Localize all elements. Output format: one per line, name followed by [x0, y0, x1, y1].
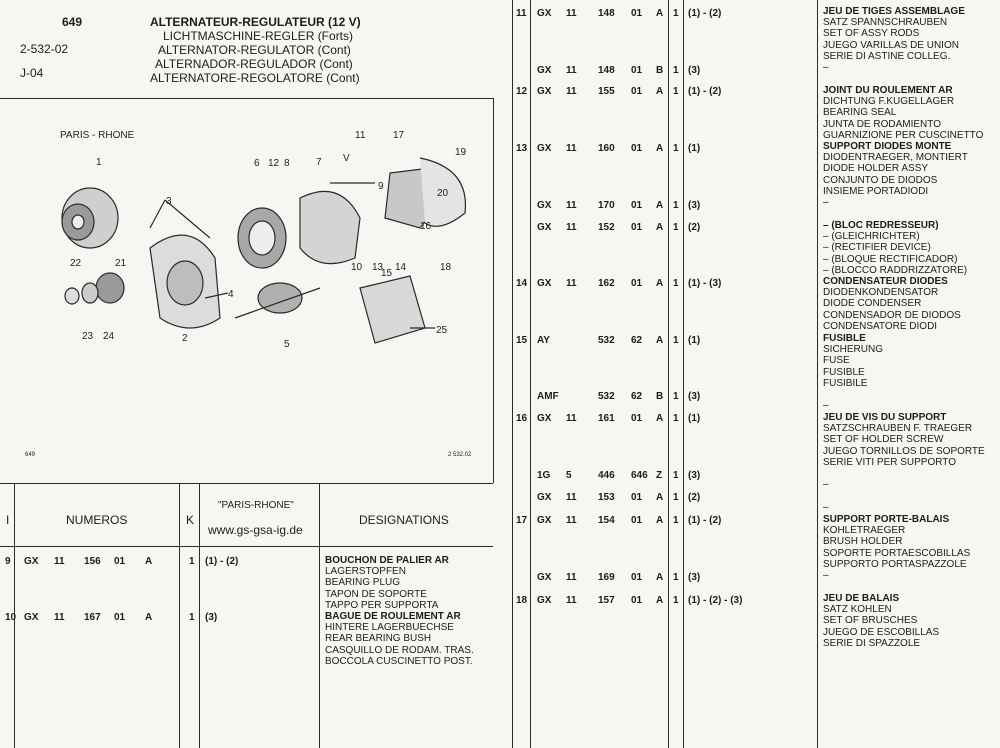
part-variant: A: [656, 86, 664, 97]
diagram-footer-right: 2 532.02: [448, 452, 472, 458]
part-variant: A: [656, 515, 664, 526]
callout-22: 22: [70, 258, 82, 269]
part-suffix: 62: [631, 335, 643, 346]
part-note: (3): [688, 200, 701, 211]
callout-16: 16: [420, 221, 432, 232]
row-index: 14: [516, 278, 528, 289]
part-suffix: 01: [631, 492, 643, 503]
part-qty: 1: [673, 595, 679, 606]
part-variant: A: [145, 612, 153, 623]
callout-19: 19: [455, 147, 467, 158]
desc-block-11: JEU DE TIGES ASSEMBLAGE SATZ SPANNSCHRAUBEN SET OF ASSY RODS JUEGO VARILLAS DE UNION SERIE DI ASTINE COLLEG. –: [823, 6, 965, 73]
part-qty: 1: [673, 470, 679, 481]
part-prefix: GX: [537, 515, 552, 526]
part-prefix: GX: [537, 413, 552, 424]
part-group: 11: [566, 222, 577, 233]
callout-20: 20: [437, 188, 449, 199]
desc-block-14: CONDENSATEUR DIODES DIODENKONDENSATOR DIODE CONDENSER CONDENSADOR DE DIODOS CONDENSATORE DIODI: [823, 276, 961, 332]
title-en: ALTERNATOR-REGULATOR (Cont): [158, 43, 351, 57]
part-number: 157: [598, 595, 615, 606]
row-index: 18: [516, 595, 528, 606]
part-number: 152: [598, 222, 615, 233]
part-variant: A: [656, 200, 664, 211]
part-variant: A: [656, 595, 664, 606]
part-suffix: 01: [631, 278, 643, 289]
part-group: 11: [566, 413, 577, 424]
part-suffix: 01: [631, 143, 643, 154]
callout-18: 18: [440, 262, 452, 273]
left-table-col-divider-k: [179, 483, 180, 748]
desc-block-12: JOINT DU ROULEMENT AR DICHTUNG F.KUGELLAGER BEARING SEAL JUNTA DE RODAMIENTO GUARNIZIONE PER CUSCINETTO: [823, 85, 984, 141]
desc-block-13: SUPPORT DIODES MONTE DIODENTRAEGER, MONTIERT DIODE HOLDER ASSY CONJUNTO DE DIODOS INSIEME PORTADIODI –: [823, 141, 968, 208]
part-variant: A: [145, 556, 153, 567]
part-variant: A: [656, 413, 664, 424]
title-fr: ALTERNATEUR-REGULATEUR (12 V): [150, 15, 361, 29]
callout-21: 21: [115, 258, 127, 269]
desc-block-18: JEU DE BALAIS SATZ KOHLEN SET OF BRUSCHES JUEGO DE ESCOBILLAS SERIE DI SPAZZOLE: [823, 593, 940, 649]
part-qty: 1: [673, 200, 679, 211]
part-variant: B: [656, 65, 664, 76]
col-header-i: I: [6, 513, 10, 527]
callout-24: 24: [103, 331, 115, 342]
part-group: 11: [566, 8, 577, 19]
callout-11: 11: [355, 130, 366, 141]
part-number: 155: [598, 86, 615, 97]
part-qty: 1: [673, 335, 679, 346]
part-description: BOUCHON DE PALIER AR LAGERSTOPFEN BEARING PLUG TAPON DE SOPORTE TAPPO PER SUPPORTA: [325, 555, 449, 611]
part-group: 11: [54, 556, 65, 567]
part-number: 154: [598, 515, 615, 526]
row-index: 16: [516, 413, 528, 424]
part-qty: 1: [673, 278, 679, 289]
part-suffix: 01: [631, 572, 643, 583]
right-table-col-divider-desc: [817, 0, 818, 748]
part-suffix: 01: [631, 413, 643, 424]
col-header-site: www.gs-gsa-ig.de: [208, 523, 303, 537]
right-table-col-divider-note: [683, 0, 684, 748]
part-qty: 1: [673, 86, 679, 97]
left-table-col-divider-note: [199, 483, 200, 748]
callout-15: 15: [381, 268, 393, 279]
part-number: 532: [598, 335, 615, 346]
part-number: 167: [84, 612, 101, 623]
part-prefix: GX: [537, 86, 552, 97]
part-number: 153: [598, 492, 615, 503]
part-note: (3): [205, 612, 218, 623]
part-note: (1): [688, 143, 701, 154]
row-index: 17: [516, 515, 528, 526]
part-variant: A: [656, 143, 664, 154]
part-suffix: 01: [631, 65, 643, 76]
part-group: 11: [566, 595, 577, 606]
part-note: (3): [688, 65, 701, 76]
part-variant: A: [656, 8, 664, 19]
part-qty: 1: [673, 143, 679, 154]
callout-5: 5: [284, 339, 290, 350]
row-index: 11: [516, 8, 527, 19]
desc-block-15: FUSIBLE SICHERUNG FUSE FUSIBLE FUSIBILE –: [823, 333, 884, 412]
part-number: 169: [598, 572, 615, 583]
part-number: 532: [598, 391, 615, 402]
part-group: 11: [566, 86, 577, 97]
part-qty: 1: [673, 391, 679, 402]
callout-14: 14: [395, 262, 407, 273]
part-description: BAGUE DE ROULEMENT AR HINTERE LAGERBUECHSE REAR BEARING BUSH CASQUILLO DE RODAM. TRAS. BOCCOLA CUSCINETTO POST.: [325, 611, 474, 667]
callout-6: 6: [254, 158, 260, 169]
part-prefix: GX: [537, 65, 552, 76]
diagram-brand-label: PARIS - RHONE: [60, 130, 135, 141]
desc-block-13-rectifier: – (BLOC REDRESSEUR) – (GLEICHRICHTER) – (RECTIFIER DEVICE) – (BLOQUE RECTIFICADOR) – (BLOCCO RADDRIZZATORE): [823, 220, 968, 276]
callout-3: 3: [166, 196, 172, 207]
col-header-designations: DESIGNATIONS: [359, 513, 449, 527]
part-group: 5: [566, 470, 572, 481]
title-de: LICHTMASCHINE-REGLER (Forts): [163, 29, 354, 43]
right-table-border-left: [512, 0, 513, 748]
part-note: (1) - (2): [688, 86, 722, 97]
part-qty: 1: [673, 222, 679, 233]
part-number: 160: [598, 143, 615, 154]
part-prefix: GX: [537, 278, 552, 289]
part-note: (1) - (2) - (3): [688, 595, 743, 606]
part-number: 148: [598, 8, 615, 19]
page-number: 649: [62, 15, 83, 29]
part-prefix: GX: [537, 572, 552, 583]
part-prefix: GX: [537, 8, 552, 19]
part-variant: A: [656, 492, 664, 503]
part-group: 11: [566, 515, 577, 526]
callout-7: 7: [316, 157, 322, 168]
part-suffix: 01: [631, 8, 643, 19]
row-index: 15: [516, 335, 528, 346]
part-variant: A: [656, 572, 664, 583]
part-qty: 1: [673, 65, 679, 76]
part-group: 11: [566, 572, 577, 583]
part-note: (3): [688, 470, 701, 481]
right-table-col-divider-k: [668, 0, 669, 748]
callout-2: 2: [182, 333, 188, 344]
title-es: ALTERNADOR-REGULADOR (Cont): [155, 57, 353, 71]
part-qty: 1: [189, 556, 195, 567]
desc-block-17: SUPPORT PORTE-BALAIS KOHLETRAEGER BRUSH HOLDER SOPORTE PORTAESCOBILLAS SUPPORTO PORTASPAZZOLE –: [823, 514, 971, 581]
part-variant: B: [656, 391, 664, 402]
row-index: 12: [516, 86, 528, 97]
desc-block-16: JEU DE VIS DU SUPPORT SATZSCHRAUBEN F. TRAEGER SET OF HOLDER SCREW JUEGO TORNILLOS DE SOPORTE SERIE VITI PER SUPPORTO – –: [823, 412, 985, 513]
part-note: (1) - (2): [688, 8, 722, 19]
part-variant: A: [656, 278, 664, 289]
sub-code: J-04: [20, 66, 44, 80]
part-number: 446: [598, 470, 615, 481]
part-number: 170: [598, 200, 615, 211]
part-suffix: 62: [631, 391, 643, 402]
callout-v: V: [343, 153, 350, 164]
diagram-footer-left: 649: [25, 452, 36, 458]
part-suffix: 01: [631, 222, 643, 233]
part-suffix: 01: [631, 200, 643, 211]
row-index: 13: [516, 143, 528, 154]
part-note: (1) - (2): [205, 556, 239, 567]
part-variant: A: [656, 222, 664, 233]
part-note: (3): [688, 391, 701, 402]
part-number: 156: [84, 556, 101, 567]
part-note: (1): [688, 413, 701, 424]
part-prefix: GX: [537, 222, 552, 233]
part-group: 11: [566, 143, 577, 154]
part-note: (1): [688, 335, 701, 346]
part-qty: 1: [673, 492, 679, 503]
part-prefix: GX: [537, 595, 552, 606]
callout-12: 12: [268, 158, 280, 169]
part-suffix: 01: [631, 595, 643, 606]
part-note: (3): [688, 572, 701, 583]
part-note: (2): [688, 492, 701, 503]
part-prefix: GX: [24, 612, 39, 623]
part-suffix: 01: [631, 515, 643, 526]
part-prefix: AMF: [537, 391, 559, 402]
callout-13: 13: [372, 262, 384, 273]
part-variant: A: [656, 335, 664, 346]
callout-25: 25: [436, 325, 448, 336]
part-suffix: 01: [114, 556, 126, 567]
diagram-drawing: [0, 98, 493, 483]
part-prefix: GX: [537, 200, 552, 211]
part-group: 11: [566, 65, 577, 76]
col-header-numeros: NUMEROS: [66, 513, 128, 527]
part-prefix: 1G: [537, 470, 551, 481]
callout-9: 9: [378, 181, 384, 192]
part-qty: 1: [673, 572, 679, 583]
part-group: 11: [566, 278, 577, 289]
part-prefix: GX: [24, 556, 39, 567]
callout-23: 23: [82, 331, 94, 342]
row-index: 10: [5, 612, 17, 623]
part-note: (1) - (3): [688, 278, 722, 289]
part-qty: 1: [673, 8, 679, 19]
part-group: 11: [566, 492, 577, 503]
part-group: 11: [54, 612, 65, 623]
ref-code: 2-532-02: [20, 42, 69, 56]
left-table-header-divider: [0, 546, 493, 547]
part-prefix: AY: [537, 335, 550, 346]
part-prefix: GX: [537, 143, 552, 154]
callout-10: 10: [351, 262, 363, 273]
diagram-right-border: [493, 98, 494, 483]
part-number: 162: [598, 278, 615, 289]
callout-17: 17: [393, 130, 405, 141]
part-suffix: 01: [114, 612, 126, 623]
left-table-top-border: [0, 483, 493, 484]
part-number: 148: [598, 65, 615, 76]
part-prefix: GX: [537, 492, 552, 503]
part-suffix: 01: [631, 86, 643, 97]
part-note: (2): [688, 222, 701, 233]
right-table-col-divider-i: [530, 0, 531, 748]
left-table-col-divider-desc: [319, 483, 320, 748]
callout-8: 8: [284, 158, 290, 169]
part-group: 11: [566, 200, 577, 211]
title-it: ALTERNATORE-REGOLATORE (Cont): [150, 71, 360, 85]
part-note: (1) - (2): [688, 515, 722, 526]
part-number: 161: [598, 413, 615, 424]
callout-1: 1: [96, 157, 102, 168]
part-qty: 1: [189, 612, 195, 623]
col-header-k: K: [186, 513, 195, 527]
col-header-brand: "PARIS-RHONE": [218, 500, 294, 511]
part-qty: 1: [673, 515, 679, 526]
part-suffix: 646: [631, 470, 648, 481]
part-qty: 1: [673, 413, 679, 424]
callout-4: 4: [228, 289, 234, 300]
part-variant: Z: [656, 470, 663, 481]
row-index: 9: [5, 556, 11, 567]
